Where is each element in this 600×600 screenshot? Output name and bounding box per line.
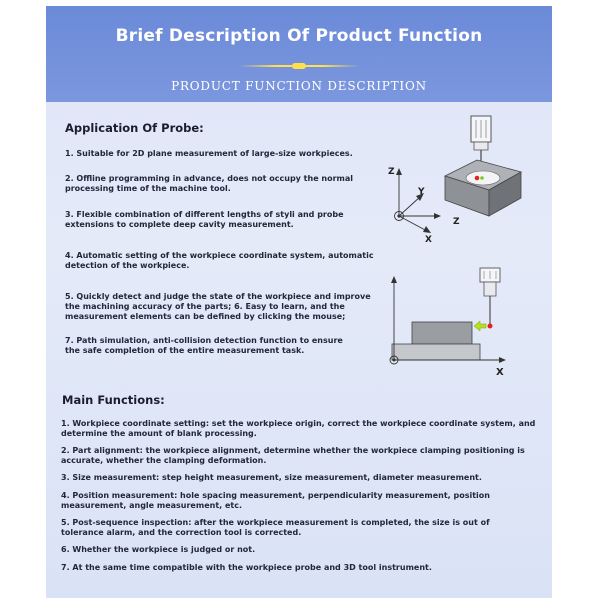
page-title: Brief Description Of Product Function	[115, 26, 483, 46]
fig1-y-label: Y	[418, 187, 425, 197]
main-item-5: 5. Post-sequence inspection: after the workpiece measurement is completed, the size is out of tolerance alarm, and the correction tool is corrected.	[61, 518, 490, 537]
main-item-2: 2. Part alignment: the workpiece alignment, determine whether the workpiece clamping positioning is accurate, whether the clamping deformation.	[61, 446, 525, 465]
fig2-x-label: X	[496, 367, 504, 378]
probe-tip-red	[475, 176, 480, 181]
fig1-x-label: X	[425, 235, 432, 245]
approach-arrow	[474, 321, 486, 331]
fig1-z2-label: Z	[453, 217, 460, 227]
probe-item-2: 2. Offline programming in advance, does not occupy the normal processing time of the machine tool.	[65, 174, 354, 193]
main-item-6: 6. Whether the workpiece is judged or not.	[61, 545, 256, 554]
workpiece-block	[412, 322, 472, 344]
x-axis	[399, 216, 427, 231]
probe-item-7: 7. Path simulation, anti-collision detection function to ensure the safe completion of the entire measurement task.	[65, 336, 343, 355]
probe-section-title: Application Of Probe:	[65, 121, 204, 135]
main-item-7: 7. At the same time compatible with the workpiece probe and 3D tool instrument.	[61, 563, 432, 572]
main-item-4: 4. Position measurement: hole spacing measurement, perpendicularity measurement, position measurement, angle measurement, etc.	[61, 491, 490, 510]
probe-item-3: 3. Flexible combination of different lengths of styli and probe extensions to complete deep cavity measurement.	[65, 210, 344, 229]
y-axis	[399, 196, 421, 216]
page-subtitle: PRODUCT FUNCTION DESCRIPTION	[171, 79, 427, 93]
main-item-1: 1. Workpiece coordinate setting: set the workpiece origin, correct the workpiece coordinate system, and determine the amount of blank processing.	[61, 419, 536, 438]
probe-tip-green	[480, 176, 484, 180]
header-banner	[46, 6, 552, 102]
probe-2d-diagram	[380, 262, 515, 380]
main-item-3: 3. Size measurement: step height measurement, size measurement, diameter measurement.	[61, 473, 482, 482]
title-divider-dot	[292, 63, 306, 69]
probe-tip-2d	[488, 324, 493, 329]
probe-item-1: 1. Suitable for 2D plane measurement of large-size workpieces.	[65, 149, 353, 158]
probe-3d-diagram	[385, 112, 535, 247]
workpiece-base	[392, 344, 480, 360]
probe-item-5: 5. Quickly detect and judge the state of the workpiece and improve the machining accuracy of the parts; 6. Easy to learn, and the measurement elements can be defined by clicking the mouse;	[65, 292, 371, 321]
probe-item-4: 4. Automatic setting of the workpiece coordinate system, automatic detection of the workpiece.	[65, 251, 374, 270]
fig1-z-label: Z	[388, 167, 395, 177]
main-section-title: Main Functions:	[62, 393, 165, 407]
